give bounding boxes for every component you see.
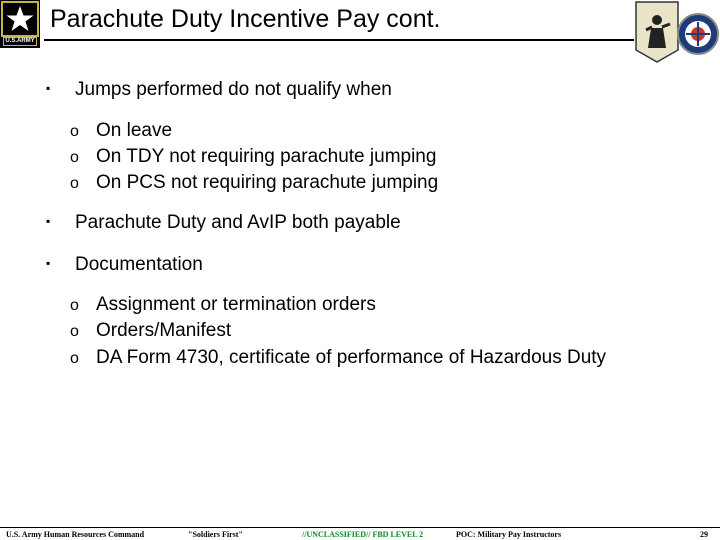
title-divider <box>44 39 634 41</box>
bullet-text: Parachute Duty and AvIP both payable <box>75 212 401 234</box>
square-bullet-icon: ▪ <box>46 214 51 228</box>
bullet-documentation <box>46 254 203 276</box>
square-bullet-icon: ▪ <box>46 256 51 270</box>
hrc-seal <box>634 0 720 66</box>
circle-bullet-icon: o <box>70 123 79 140</box>
sub-bullet <box>70 294 376 317</box>
sub-bullet <box>70 347 606 370</box>
bullet-payable <box>46 212 401 234</box>
sub-bullet-text: DA Form 4730, certificate of performance of Hazardous Duty <box>96 347 607 368</box>
footer-motto: "Soldiers First" <box>188 530 243 539</box>
bullet-text: Jumps performed do not qualify when <box>75 79 392 101</box>
sub-bullet <box>70 172 438 195</box>
footer-command: U.S. Army Human Resources Command <box>6 530 145 539</box>
army-star-icon <box>0 0 40 38</box>
page-title: Parachute Duty Incentive Pay cont. <box>50 5 441 33</box>
sub-bullet <box>70 320 231 343</box>
footer-divider <box>0 527 720 528</box>
footer-poc: POC: Military Pay Instructors <box>456 530 562 539</box>
bullet-jumps <box>46 79 392 101</box>
sub-bullet-text: Orders/Manifest <box>96 320 232 341</box>
sub-bullet <box>70 120 172 143</box>
sub-bullet-text: On leave <box>96 120 173 141</box>
circle-bullet-icon: o <box>70 350 79 367</box>
sub-bullet <box>70 146 436 169</box>
footer-classification: //UNCLASSIFIED// FBD LEVEL 2 <box>302 530 424 539</box>
bullet-text: Documentation <box>75 254 203 276</box>
hrc-emblem-icon <box>634 0 720 66</box>
sub-bullet-text: On TDY not requiring parachute jumping <box>96 146 437 167</box>
page-number: 29 <box>700 530 708 539</box>
circle-bullet-icon: o <box>70 323 79 340</box>
circle-bullet-icon: o <box>70 297 79 314</box>
army-logo <box>0 0 40 48</box>
square-bullet-icon: ▪ <box>46 81 51 95</box>
logo-text: U.S.ARMY <box>3 37 37 46</box>
circle-bullet-icon: o <box>70 175 79 192</box>
sub-bullet-text: Assignment or termination orders <box>96 294 376 315</box>
circle-bullet-icon: o <box>70 149 79 166</box>
sub-bullet-text: On PCS not requiring parachute jumping <box>96 172 439 193</box>
